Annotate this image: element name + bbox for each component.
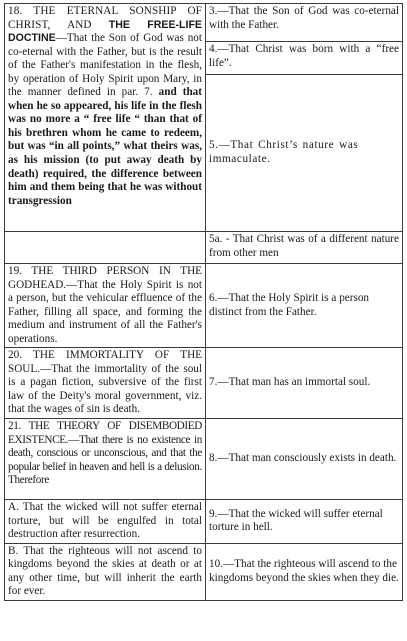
error-8-cell bbox=[206, 419, 403, 500]
error-5-text: 5.—That Christ’s nature was immaculate. bbox=[209, 139, 359, 165]
section-b-cell bbox=[5, 543, 206, 600]
table-row bbox=[5, 543, 403, 600]
table-row bbox=[5, 500, 403, 544]
section-b-text: B. That the righteous will not ascend to kingdoms beyond the skies at death or at any other time, but will inherit the earth for ever. bbox=[8, 544, 202, 598]
section-18-cell bbox=[5, 4, 206, 232]
error-10-cell bbox=[206, 543, 403, 600]
error-4-cell bbox=[206, 42, 403, 75]
error-5a-cell bbox=[206, 232, 403, 264]
error-9-text: 9.—That the wicked will suffer eternal torture in hell. bbox=[209, 507, 383, 534]
table-row bbox=[5, 4, 403, 42]
error-10-text: 10.—That the righteous will ascend to the kingdoms beyond the skies when they die. bbox=[209, 558, 399, 584]
section-19-cell bbox=[5, 264, 206, 348]
section-19-text: 19. THE THIRD PERSON IN THE GODHEAD.—That the Holy Spirit is not a person, but the vehicular effluence of the Father, filling all space, and forming the medium and instrument of all the Father's operations. bbox=[8, 265, 202, 345]
error-9-cell bbox=[206, 500, 403, 544]
section-18-title: 18. THE ETERNAL SONSHIP OF CHRIST, AND bbox=[8, 5, 202, 31]
section-a-text: A. That the wicked will not suffer eternal torture, but will be engulfed in total destruction after resurrection. bbox=[8, 501, 202, 541]
section-20-cell bbox=[5, 348, 206, 419]
table-row bbox=[5, 419, 403, 500]
table-row bbox=[5, 348, 403, 419]
error-7-cell bbox=[206, 348, 403, 419]
error-5a-text: 5a. - That Christ was of a different nature from other men bbox=[209, 233, 399, 259]
error-5-cell bbox=[206, 75, 403, 232]
error-8-text: 8.—That man consciously exists in death. bbox=[209, 452, 397, 465]
section-18-body-bold: and that when he so appeared, his life in the flesh was no more a “ free life “ than that of his brethren whom he came to redeem, but was “in all points,” what theirs was, as his mission (to put away death by death) required, the difference between him and them being that he was without transgression bbox=[8, 86, 202, 207]
doctrine-comparison-table bbox=[4, 3, 403, 601]
error-6-text: 6.—That the Holy Spirit is a person distinct from the Father. bbox=[209, 292, 370, 318]
section-a-cell bbox=[5, 500, 206, 544]
error-3-text: 3.—That the Son of God was co-eternal with the Father. bbox=[209, 5, 399, 31]
error-6-cell bbox=[206, 264, 403, 348]
section-18-title-bold: THE FREE-LIFE DOCTINE bbox=[8, 18, 202, 45]
table-row bbox=[5, 232, 403, 264]
error-4-text: 4.—That Christ was born with a “free life”. bbox=[209, 43, 399, 69]
section-20-text: 20. THE IMMORTALITY OF THE SOUL.—That the immortality of the soul is a pagan fiction, subversive of the first law of the Deity's moral government, viz. that the wages of sin is death. bbox=[8, 349, 202, 416]
table-row bbox=[5, 264, 403, 348]
error-7-text: 7.—That man has an immortal soul. bbox=[209, 376, 371, 389]
error-3-cell bbox=[206, 4, 403, 42]
empty-left-cell bbox=[5, 232, 206, 264]
section-21-cell bbox=[5, 419, 206, 500]
section-18-body: —That the Son of God was not co-eternal with the Father, but is the result of the Father's manifestation in the flesh, by operation of Holy Spirit upon Mary, in the manner defined in par. 7. bbox=[8, 32, 202, 99]
section-21-text: 21. THE THEORY OF DISEMBODIED EXISTENCE.—That there is no existence in death, conscious or unconscious, and that the popular belief in heaven and hell is a delusion. Therefore bbox=[8, 420, 202, 487]
